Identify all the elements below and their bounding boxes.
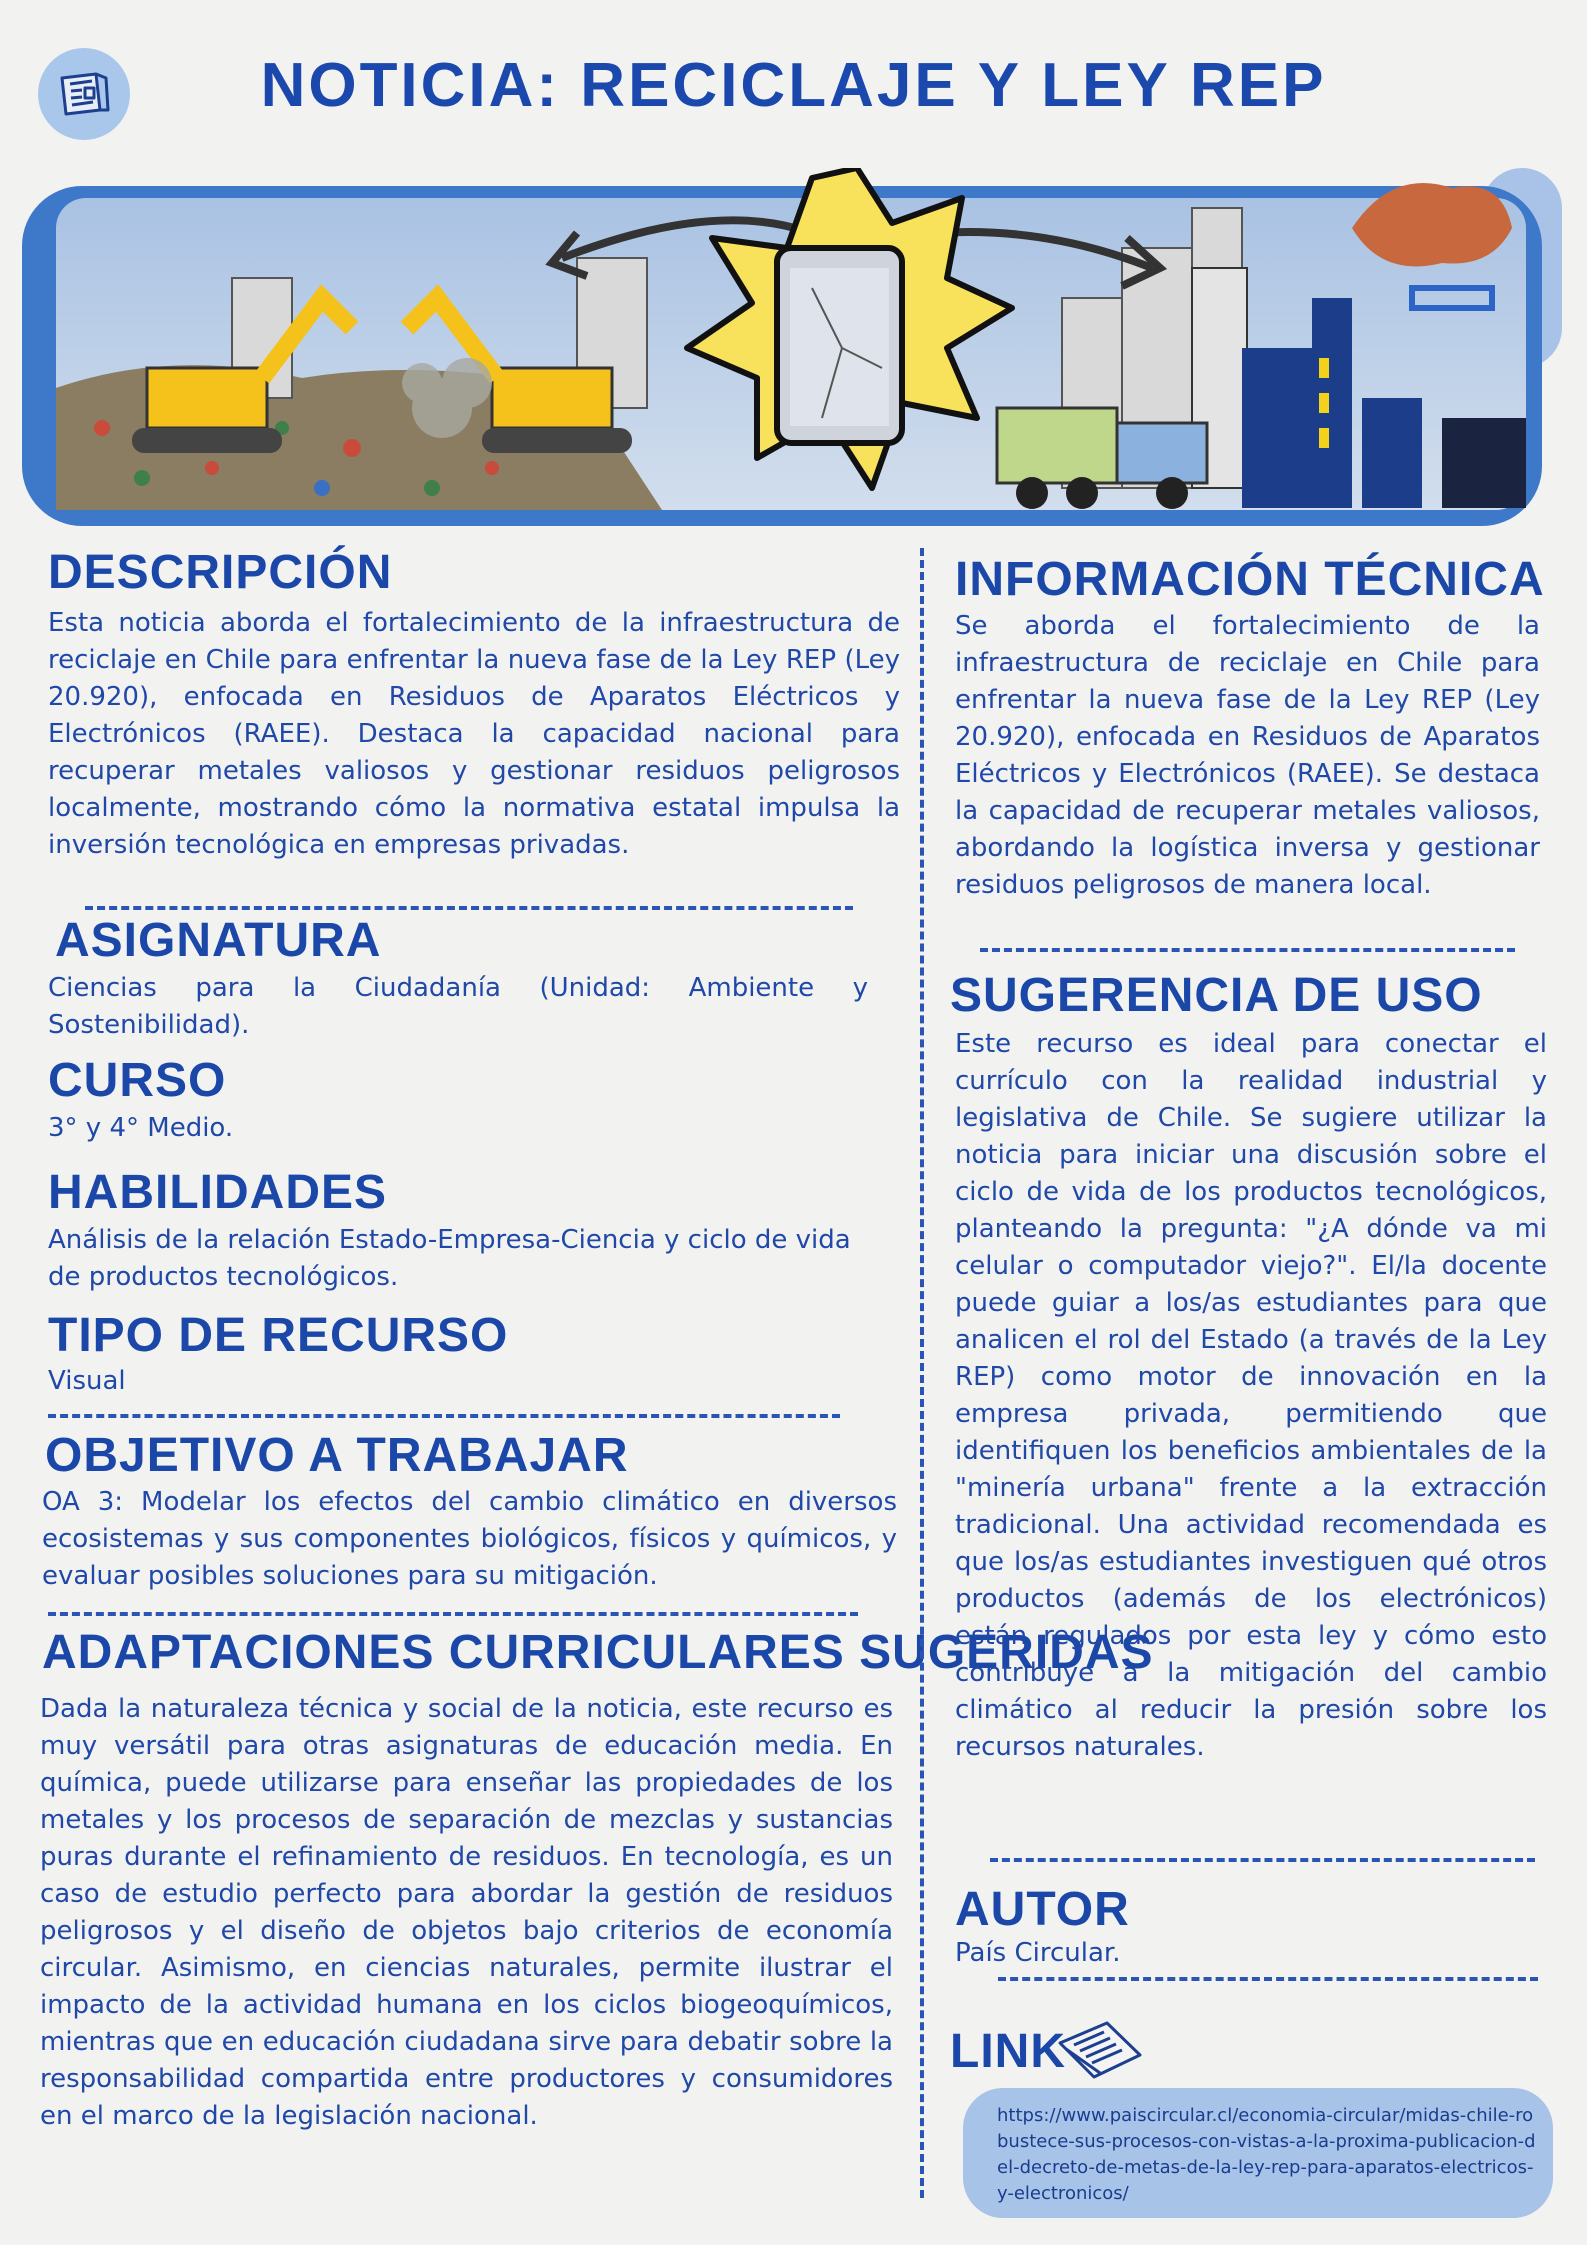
divider bbox=[48, 1612, 858, 1616]
divider bbox=[85, 906, 853, 910]
newspaper-icon bbox=[1052, 2015, 1147, 2085]
habilidades-heading: HABILIDADES bbox=[48, 1166, 388, 1219]
informacion-text: Se aborda el fortalecimiento de la infraestructura de reciclaje en Chile para enfrentar la nueva fase de la Ley REP (Ley 20.920), enfocada en Residuos de Aparatos Eléctricos y Electrónicos (RAEE). Se destaca la capacidad de recuperar metales valiosos, abordando la logística inversa y gestionar residuos peligrosos de manera local. bbox=[955, 611, 1540, 900]
sugerencia-heading: SUGERENCIA DE USO bbox=[950, 969, 1483, 1022]
link-heading: LINK bbox=[950, 2025, 1066, 2078]
curso-heading: CURSO bbox=[48, 1054, 227, 1107]
autor-text: País Circular. bbox=[955, 1938, 1121, 1968]
column-divider bbox=[920, 548, 924, 2198]
divider bbox=[998, 1977, 1538, 1981]
asignatura-text: Ciencias para la Ciudadanía (Unidad: Ambiente y Sostenibilidad). bbox=[48, 973, 868, 1040]
descripcion-heading: DESCRIPCIÓN bbox=[48, 546, 393, 599]
autor-heading: AUTOR bbox=[955, 1883, 1130, 1936]
link-url[interactable]: https://www.paiscircular.cl/economia-circular/midas-chile-robustece-sus-procesos-con-vistas-a-la-proxima-publicacion-del-decreto-de-metas-de-la-ley-rep-para-aparatos-electricos-y-electronicos/ bbox=[997, 2105, 1536, 2204]
recycling-illustration bbox=[22, 168, 1562, 540]
adaptaciones-heading: ADAPTACIONES CURRICULARES SUGERIDAS bbox=[42, 1626, 1154, 1679]
objetivo-heading: OBJETIVO A TRABAJAR bbox=[45, 1429, 629, 1482]
page-title: NOTICIA: RECICLAJE Y LEY REP bbox=[260, 51, 1327, 120]
informacion-heading: INFORMACIÓN TÉCNICA bbox=[955, 553, 1545, 606]
tipo-recurso-text: Visual bbox=[48, 1366, 126, 1396]
curso-text: 3° y 4° Medio. bbox=[48, 1113, 234, 1143]
descripcion-text: Esta noticia aborda el fortalecimiento de la infraestructura de reciclaje en Chile para enfrentar la nueva fase de la Ley REP (Ley 20.920), enfocada en Residuos de Aparatos Eléctricos y Electrónicos (RAEE). Destaca la capacidad nacional para recuperar metales valiosos y gestionar residuos peligrosos localmente, mostrando cómo la normativa estatal impulsa la inversión tecnológica en empresas privadas. bbox=[48, 608, 900, 860]
tipo-recurso-heading: TIPO DE RECURSO bbox=[48, 1309, 509, 1362]
adaptaciones-text: Dada la naturaleza técnica y social de la noticia, este recurso es muy versátil para otras asignaturas de educación media. En química, puede utilizarse para enseñar las propiedades de los metales y los procesos de separación de mezclas y sustancias puras durante el refinamiento de residuos. En tecnología, es un caso de estudio perfecto para abordar la gestión de residuos peligrosos y el diseño de objetos bajo criterios de economía circular. Asimismo, en ciencias naturales, permite ilustrar el impacto de la actividad humana en los ciclos biogeoquímicos, mientras que en educación ciudadana sirve para debatir sobre la responsabilidad compartida entre productores y consumidores en el marco de la legislación nacional. bbox=[40, 1694, 893, 2131]
habilidades-text: Análisis de la relación Estado-Empresa-Ciencia y ciclo de vida de productos tecnológicos. bbox=[48, 1225, 851, 1292]
sugerencia-text: Este recurso es ideal para conectar el currículo con la realidad industrial y legislativa de Chile. Se sugiere utilizar la noticia para iniciar una discusión sobre el ciclo de vida de los productos tecnológicos, planteando la pregunta: "¿A dónde va mi celular o computador viejo?". El/la docente puede guiar a los/as estudiantes para que analicen el rol del Estado (a través de la Ley REP) como motor de innovación en la empresa privada, permitiendo que identifiquen los beneficios ambientales de la "minería urbana" frente a la extracción tradicional. Una actividad recomendada es que los/as estudiantes investiguen qué otros productos (además de los electrónicos) están regulados por esta ley y cómo esto contribuye a la mitigación del cambio climático al reducir la presión sobre los recursos naturales. bbox=[955, 1029, 1547, 1762]
asignatura-heading: ASIGNATURA bbox=[55, 914, 382, 967]
divider bbox=[48, 1414, 840, 1418]
divider bbox=[990, 1858, 1535, 1862]
objetivo-text: OA 3: Modelar los efectos del cambio climático en diversos ecosistemas y sus componentes biológicos, físicos y químicos, y evaluar posibles soluciones para su mitigación. bbox=[42, 1487, 897, 1591]
divider bbox=[980, 948, 1515, 952]
